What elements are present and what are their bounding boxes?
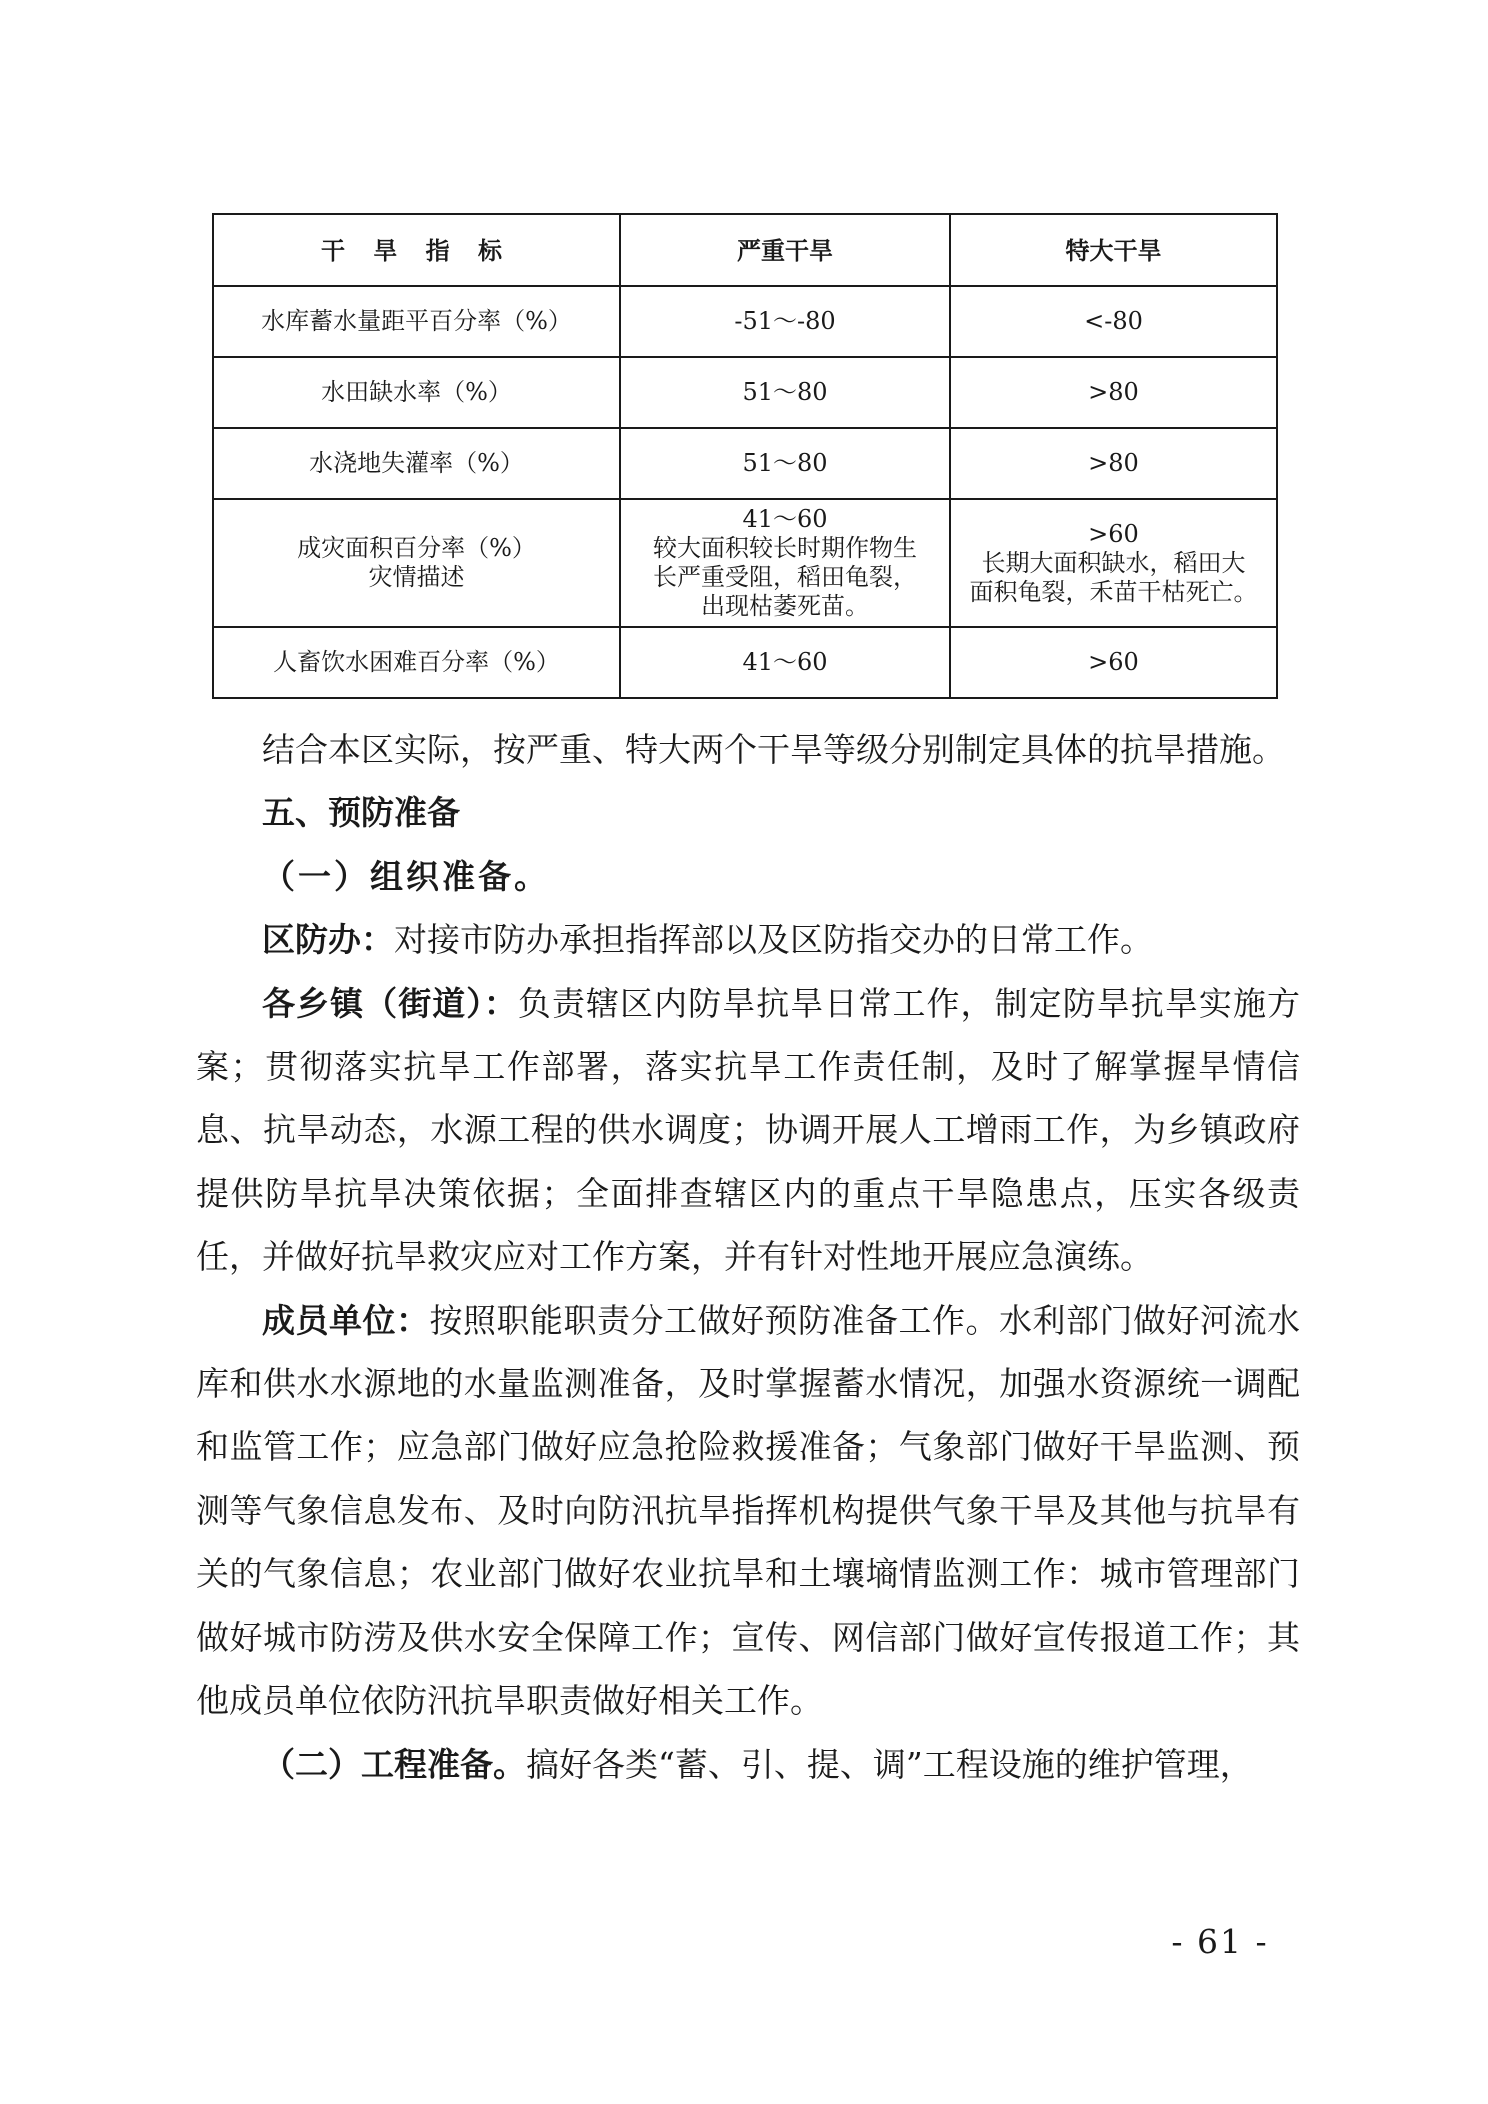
severe-cell: 41～60 — [620, 627, 950, 698]
cell-line: 41～60 — [742, 505, 828, 533]
extreme-cell: >80 — [950, 357, 1277, 428]
paragraph-text: 按照职能职责分工做好预防准备工作。水利部门做好河流水库和供水水源地的水量监测准备，及时掌握蓄水情况，加强水资源统一调配和监管工作；应急部门做好应急抢险救援准备；气象部门做好干旱监测、预测等气象信息发布、及时向防汛抗旱指挥机构提供气象干旱及其他与抗旱有关的气象信息；农业部门做好农业抗旱和土壤墒情监测工作：城市管理部门做好城市防涝及供水安全保障工作；宣传、网信部门做好宣传报道工作；其他成员单位依防汛抗旱职责做好相关工作。 — [196, 1300, 1300, 1721]
extreme-cell: >60 — [950, 627, 1277, 698]
severe-cell: -51～-80 — [620, 286, 950, 357]
extreme-cell: >80 — [950, 428, 1277, 499]
paragraph-text: 对接市防办承担指挥部以及区防指交办的日常工作。 — [394, 920, 1153, 960]
indicator-cell — [213, 499, 620, 627]
cell-line: 长严重受阻，稻田龟裂， — [653, 563, 917, 591]
subheading: （一）组织准备。 — [262, 856, 550, 896]
table-row — [213, 627, 1277, 698]
cell-line: 成灾面积百分率（%） — [297, 534, 536, 562]
cell-line: 灾情描述 — [368, 563, 465, 591]
section-heading: 五、预防准备 — [262, 793, 460, 833]
drought-grade-table — [212, 213, 1278, 699]
table-row — [213, 286, 1277, 357]
page-number: - 61 - — [1171, 1922, 1269, 1961]
header-severe: 严重干旱 — [620, 214, 950, 286]
table-row — [213, 357, 1277, 428]
body-text — [196, 718, 1300, 1796]
paragraph-text: 搞好各类“蓄、引、提、调”工程设施的维护管理， — [526, 1744, 1253, 1784]
cell-line: 长期大面积缺水，稻田大 — [981, 548, 1246, 577]
paragraph — [196, 1289, 1300, 1733]
paragraph-label: 成员单位： — [262, 1300, 430, 1340]
indicator-cell: 水浇地失灌率（%） — [213, 428, 620, 499]
indicator-cell: 水库蓄水量距平百分率（%） — [213, 286, 620, 357]
header-indicator: 干 旱 指 标 — [213, 214, 620, 286]
extreme-cell — [950, 499, 1277, 627]
paragraph — [196, 1733, 1300, 1796]
extreme-cell: <-80 — [950, 286, 1277, 357]
paragraph — [196, 908, 1300, 971]
table-row — [213, 428, 1277, 499]
severe-cell: 51～80 — [620, 357, 950, 428]
severe-cell — [620, 499, 950, 627]
paragraph-text: 负责辖区内防旱抗旱日常工作，制定防旱抗旱实施方案；贯彻落实抗旱工作部署，落实抗旱工作责任制，及时了解掌握旱情信息、抗旱动态，水源工程的供水调度；协调开展人工增雨工作，为乡镇政府提供防旱抗旱决策依据；全面排查辖区内的重点干旱隐患点，压实各级责任，并做好抗旱救灾应对工作方案，并有针对性地开展应急演练。 — [196, 983, 1301, 1277]
table-row — [213, 499, 1277, 627]
paragraph-label: 各乡镇（街道）： — [262, 983, 518, 1023]
cell-line: 较大面积较长时期作物生 — [653, 534, 917, 562]
cell-line: 面积龟裂，禾苗干枯死亡。 — [969, 577, 1258, 606]
indicator-cell: 水田缺水率（%） — [213, 357, 620, 428]
paragraph-label: 区防办： — [262, 920, 394, 960]
paragraph-label: （二）工程准备。 — [262, 1744, 526, 1784]
cell-line: 出现枯萎死苗。 — [701, 592, 869, 620]
severe-cell: 51～80 — [620, 428, 950, 499]
header-extreme: 特大干旱 — [950, 214, 1277, 286]
cell-line: >60 — [1088, 519, 1139, 548]
table-header-row — [213, 214, 1277, 286]
indicator-cell: 人畜饮水困难百分率（%） — [213, 627, 620, 698]
paragraph: 结合本区实际，按严重、特大两个干旱等级分别制定具体的抗旱措施。 — [262, 730, 1285, 769]
paragraph — [196, 972, 1300, 1289]
